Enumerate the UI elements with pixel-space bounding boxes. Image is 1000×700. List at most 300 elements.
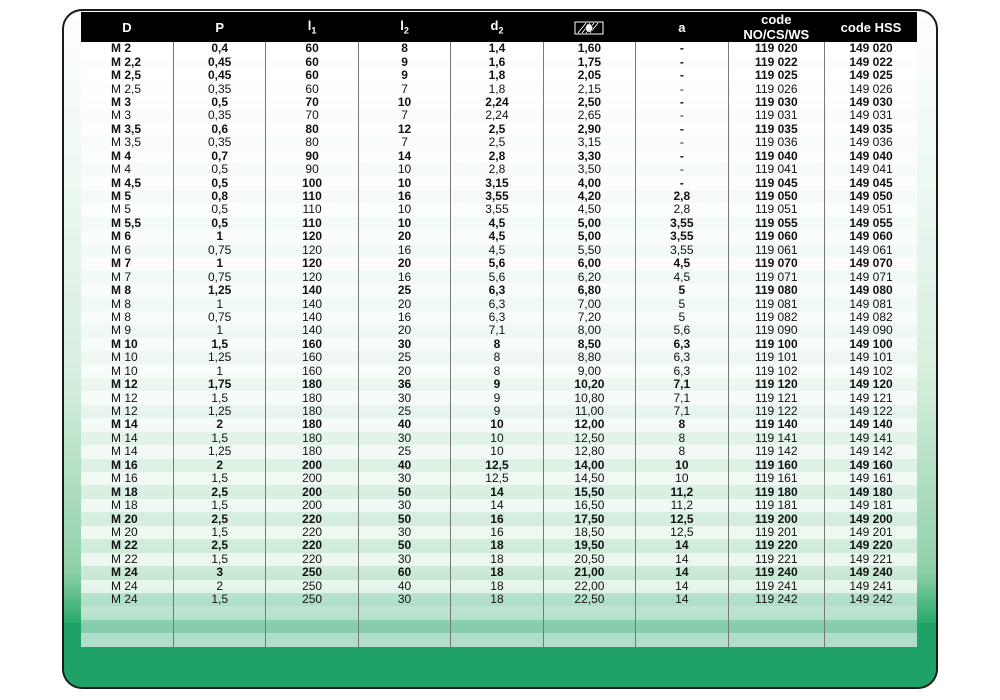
cell-d2: 10 [451,432,543,445]
cell-d: M 4,5 [111,176,142,190]
table-row [81,55,917,68]
cell-a: 6,3 [636,351,728,364]
cell-l2: 50 [358,485,450,498]
cell-l1: 220 [266,553,358,566]
cell-d2: 4,5 [451,217,543,230]
cell-a: 3,55 [636,230,728,243]
cell-d2: 2,8 [451,163,543,176]
cell-drill-size: 16,50 [543,499,635,512]
cell-a: - [636,150,728,163]
empty-cell [266,606,358,619]
cell-d2: 9 [451,405,543,418]
empty-cell [358,633,450,646]
cell-drill-size: 5,00 [543,230,635,243]
cell-d2: 4,5 [451,244,543,257]
cell-code-hss: 149 060 [825,230,917,243]
cell-code-hss: 149 100 [825,338,917,351]
cell-d2: 2,24 [451,109,543,122]
cell-a: 7,1 [636,378,728,391]
cell-d: M 3 [111,95,132,109]
table-row [81,338,917,351]
cell-a: - [636,109,728,122]
empty-cell [451,620,543,633]
cell-l2: 36 [358,378,450,391]
cell-p: 1,5 [173,338,265,351]
cell-l2: 16 [358,190,450,203]
cell-l2: 20 [358,257,450,270]
cell-a: 11,2 [636,485,728,498]
cell-a: - [636,96,728,109]
cell-l2: 7 [358,136,450,149]
cell-l1: 180 [266,418,358,431]
cell-p: 0,8 [173,190,265,203]
cell-a: 10 [636,459,728,472]
cell-d: M 20 [111,512,138,526]
empty-row [81,620,917,633]
cell-code-hss: 149 140 [825,418,917,431]
cell-drill-size: 2,90 [543,123,635,136]
cell-d: M 24 [111,579,138,593]
cell-d: M 8 [111,283,132,298]
cell-l1: 250 [266,593,358,606]
cell-a: 2,8 [636,190,728,203]
cell-l2: 9 [358,69,450,82]
cell-code-no: 119 140 [728,418,824,431]
cell-a: 14 [636,593,728,606]
cell-d: M 3 [111,109,132,123]
cell-code-hss: 149 142 [825,445,917,458]
cell-d2: 18 [451,580,543,593]
cell-code-hss: 149 101 [825,351,917,364]
cell-d: M 5,5 [111,216,142,230]
cell-a: 10 [636,472,728,485]
cell-drill-size: 9,00 [543,365,635,378]
cell-l1: 90 [266,163,358,176]
cell-p: 0,75 [173,244,265,257]
cell-l1: 250 [266,566,358,579]
table-row [81,96,917,109]
cell-d: M 12 [111,404,138,419]
col-header-d: D [81,12,173,42]
cell-p: 1,75 [173,378,265,391]
cell-l1: 60 [266,42,358,55]
cell-drill-size: 6,00 [543,257,635,270]
cell-d: M 2,5 [111,82,142,96]
cell-p: 0,5 [173,217,265,230]
table-row [81,365,917,378]
cell-d: M 16 [111,458,138,472]
table-row [81,499,917,512]
col-header-code-hss: code HSS [825,12,917,42]
cell-l2: 16 [358,244,450,257]
cell-d: M 9 [111,324,132,338]
cell-d2: 12,5 [451,472,543,485]
table-row [81,190,917,203]
cell-l1: 140 [266,297,358,310]
table-row [81,109,917,122]
empty-cell [266,620,358,633]
cell-a: 14 [636,566,728,579]
table-row [81,512,917,525]
cell-code-no: 119 121 [728,391,824,404]
cell-d2: 5,6 [451,270,543,283]
cell-drill-size: 12,50 [543,432,635,445]
cell-p: 2 [173,418,265,431]
cell-d2: 6,3 [451,297,543,310]
cell-a: 7,1 [636,405,728,418]
empty-row [81,633,917,646]
cell-a: 8 [636,445,728,458]
cell-d: M 6 [111,243,132,257]
cell-d2: 16 [451,526,543,539]
cell-d: M 3,5 [111,122,142,136]
cell-code-no: 119 036 [728,136,824,149]
cell-l1: 70 [266,109,358,122]
table-row [81,270,917,283]
cell-a: - [636,136,728,149]
cell-code-no: 119 020 [728,42,824,55]
cell-code-no: 119 061 [728,244,824,257]
cell-a: 4,5 [636,270,728,283]
cell-code-no: 119 090 [728,324,824,337]
cell-d: M 6 [111,230,132,244]
empty-cell [358,606,450,619]
table-row [81,459,917,472]
cell-code-no: 119 082 [728,311,824,324]
cell-a: 8 [636,432,728,445]
cell-l2: 16 [358,270,450,283]
cell-l1: 120 [266,257,358,270]
cell-p: 0,7 [173,150,265,163]
cell-p: 1,5 [173,432,265,445]
cell-d: M 14 [111,431,138,445]
cell-a: 12,5 [636,526,728,539]
cell-d2: 6,3 [451,284,543,297]
cell-p: 0,45 [173,69,265,82]
cell-code-no: 119 241 [728,580,824,593]
cell-d2: 12,5 [451,459,543,472]
cell-d2: 1,8 [451,69,543,82]
cell-code-hss: 149 180 [825,485,917,498]
cell-a: - [636,176,728,189]
cell-d: M 4 [111,162,132,177]
cell-code-hss: 149 241 [825,580,917,593]
cell-d2: 18 [451,539,543,552]
cell-p: 1 [173,257,265,270]
cell-drill-size: 12,00 [543,418,635,431]
table-row [81,566,917,579]
cell-code-hss: 149 061 [825,244,917,257]
cell-a: 14 [636,539,728,552]
cell-p: 2 [173,459,265,472]
cell-l2: 25 [358,351,450,364]
header-row [81,12,917,42]
cell-l2: 20 [358,324,450,337]
col-header-l1: $l_1$ [266,12,358,42]
cell-a: 2,8 [636,203,728,216]
cell-l1: 90 [266,150,358,163]
cell-code-no: 119 120 [728,378,824,391]
cell-l1: 160 [266,365,358,378]
cell-code-no: 119 040 [728,150,824,163]
cell-code-no: 119 025 [728,69,824,82]
cell-l1: 140 [266,284,358,297]
cell-l2: 25 [358,445,450,458]
cell-code-no: 119 022 [728,55,824,68]
cell-drill-size: 4,20 [543,190,635,203]
cell-drill-size: 7,00 [543,297,635,310]
cell-p: 1 [173,297,265,310]
cell-drill-size: 20,50 [543,553,635,566]
table-row [81,123,917,136]
cell-l1: 60 [266,55,358,68]
cell-d2: 1,8 [451,82,543,95]
cell-code-hss: 149 082 [825,311,917,324]
cell-code-hss: 149 090 [825,324,917,337]
cell-d2: 3,15 [451,176,543,189]
cell-l1: 180 [266,391,358,404]
cell-l2: 25 [358,405,450,418]
cell-code-no: 119 051 [728,203,824,216]
table-row [81,69,917,82]
cell-p: 1 [173,365,265,378]
cell-l2: 10 [358,96,450,109]
table-row [81,230,917,243]
cell-l2: 7 [358,82,450,95]
table-row [81,324,917,337]
cell-p: 0,5 [173,163,265,176]
empty-cell [636,633,728,646]
cell-code-no: 119 101 [728,351,824,364]
cell-l2: 40 [358,580,450,593]
cell-l2: 10 [358,203,450,216]
cell-p: 2,5 [173,512,265,525]
cell-a: 14 [636,553,728,566]
cell-code-no: 119 070 [728,257,824,270]
table-row [81,405,917,418]
cell-l2: 9 [358,55,450,68]
cell-d: M 16 [111,472,138,486]
cell-drill-size: 3,30 [543,150,635,163]
cell-p: 2,5 [173,539,265,552]
cell-a: 6,3 [636,365,728,378]
cell-l1: 200 [266,485,358,498]
cell-drill-size: 14,00 [543,459,635,472]
cell-code-no: 119 071 [728,270,824,283]
cell-drill-size: 2,15 [543,82,635,95]
cell-code-no: 119 180 [728,485,824,498]
cell-p: 1,5 [173,391,265,404]
cell-code-no: 119 240 [728,566,824,579]
cell-p: 1,5 [173,526,265,539]
cell-a: - [636,55,728,68]
cell-drill-size: 18,50 [543,526,635,539]
table-row [81,485,917,498]
cell-d2: 8 [451,365,543,378]
cell-drill-size: 3,15 [543,136,635,149]
cell-d: M 7 [111,270,132,284]
cell-p: 0,75 [173,311,265,324]
cell-a: - [636,42,728,55]
table-row [81,432,917,445]
cell-d2: 10 [451,418,543,431]
cell-p: 0,6 [173,123,265,136]
cell-l2: 8 [358,42,450,55]
cell-p: 3 [173,566,265,579]
table-row [81,297,917,310]
cell-p: 1,25 [173,445,265,458]
table-row [81,472,917,485]
cell-d2: 2,8 [451,150,543,163]
table-row [81,351,917,364]
cell-code-hss: 149 020 [825,42,917,55]
cell-l1: 120 [266,244,358,257]
cell-l1: 140 [266,324,358,337]
cell-d: M 10 [111,337,138,351]
cell-d: M 18 [111,485,138,499]
cell-a: 5 [636,297,728,310]
cell-d2: 5,6 [451,257,543,270]
empty-row [81,606,917,619]
empty-cell [266,633,358,646]
cell-d2: 18 [451,566,543,579]
cell-l2: 25 [358,284,450,297]
cell-l2: 60 [358,566,450,579]
cell-p: 1 [173,230,265,243]
empty-cell [173,633,265,646]
cell-l2: 40 [358,418,450,431]
cell-d2: 8 [451,338,543,351]
cell-code-hss: 149 070 [825,257,917,270]
cell-code-no: 119 035 [728,123,824,136]
cell-d2: 18 [451,553,543,566]
cell-drill-size: 5,50 [543,244,635,257]
table-frame [62,9,938,689]
table-row [81,311,917,324]
cell-l2: 7 [358,109,450,122]
cell-l1: 100 [266,176,358,189]
cell-a: - [636,123,728,136]
cell-code-hss: 149 221 [825,553,917,566]
table-row [81,539,917,552]
cell-drill-size: 1,75 [543,55,635,68]
cell-p: 1,25 [173,405,265,418]
cell-d2: 10 [451,445,543,458]
cell-l1: 180 [266,432,358,445]
cell-a: - [636,163,728,176]
cell-l1: 180 [266,405,358,418]
cell-p: 0,5 [173,176,265,189]
cell-code-no: 119 060 [728,230,824,243]
cell-l1: 120 [266,230,358,243]
cell-l1: 160 [266,338,358,351]
cell-d: M 4 [111,149,132,163]
col-header-a: a [636,12,728,42]
cell-l1: 250 [266,580,358,593]
cell-d: M 12 [111,377,138,392]
table-row [81,150,917,163]
empty-cell [825,633,917,646]
cell-drill-size: 2,65 [543,109,635,122]
cell-code-no: 119 161 [728,472,824,485]
empty-cell [825,620,917,633]
cell-l1: 220 [266,526,358,539]
table-row [81,580,917,593]
cell-d2: 9 [451,378,543,391]
cell-l1: 110 [266,203,358,216]
cell-code-hss: 149 041 [825,163,917,176]
table-row [81,553,917,566]
cell-l1: 110 [266,190,358,203]
cell-d: M 10 [111,351,138,365]
cell-l1: 80 [266,136,358,149]
cell-p: 2,5 [173,485,265,498]
table-row [81,163,917,176]
cell-l1: 180 [266,378,358,391]
cell-l2: 30 [358,526,450,539]
cell-code-hss: 149 141 [825,432,917,445]
cell-drill-size: 7,20 [543,311,635,324]
cell-p: 0,35 [173,136,265,149]
cell-code-no: 119 221 [728,553,824,566]
cell-l2: 30 [358,338,450,351]
cell-code-hss: 149 181 [825,499,917,512]
cell-drill-size: 6,20 [543,270,635,283]
cell-drill-size: 11,00 [543,405,635,418]
cell-code-hss: 149 036 [825,136,917,149]
cell-a: 6,3 [636,338,728,351]
empty-cell [636,620,728,633]
empty-cell [728,633,824,646]
cell-l1: 200 [266,459,358,472]
empty-cell [173,620,265,633]
cell-drill-size: 12,80 [543,445,635,458]
table-body [81,42,917,647]
col-header-l2: $l_2$ [358,12,450,42]
cell-code-hss: 149 031 [825,109,917,122]
cell-code-hss: 149 242 [825,593,917,606]
table-row [81,203,917,216]
table-row [81,391,917,404]
col-header-d2: $d_2$ [451,12,543,42]
cell-drill-size: 2,05 [543,69,635,82]
cell-code-hss: 149 120 [825,378,917,391]
cell-l1: 110 [266,217,358,230]
cell-drill-size: 5,00 [543,217,635,230]
cell-a: 14 [636,580,728,593]
cell-d2: 2,24 [451,96,543,109]
cell-code-no: 119 100 [728,338,824,351]
cell-p: 1,5 [173,593,265,606]
cell-a: 7,1 [636,391,728,404]
cell-d: M 20 [111,525,138,539]
cell-a: 5 [636,284,728,297]
cell-code-hss: 149 220 [825,539,917,552]
cell-d2: 16 [451,512,543,525]
empty-cell [81,620,173,633]
cell-code-no: 119 141 [728,432,824,445]
table-row [81,445,917,458]
cell-drill-size: 10,20 [543,378,635,391]
cell-code-no: 119 142 [728,445,824,458]
empty-cell [81,606,173,619]
cell-l2: 40 [358,459,450,472]
cell-code-no: 119 201 [728,526,824,539]
cell-d2: 7,1 [451,324,543,337]
cell-drill-size: 6,80 [543,284,635,297]
cell-code-no: 119 055 [728,217,824,230]
cell-l1: 80 [266,123,358,136]
